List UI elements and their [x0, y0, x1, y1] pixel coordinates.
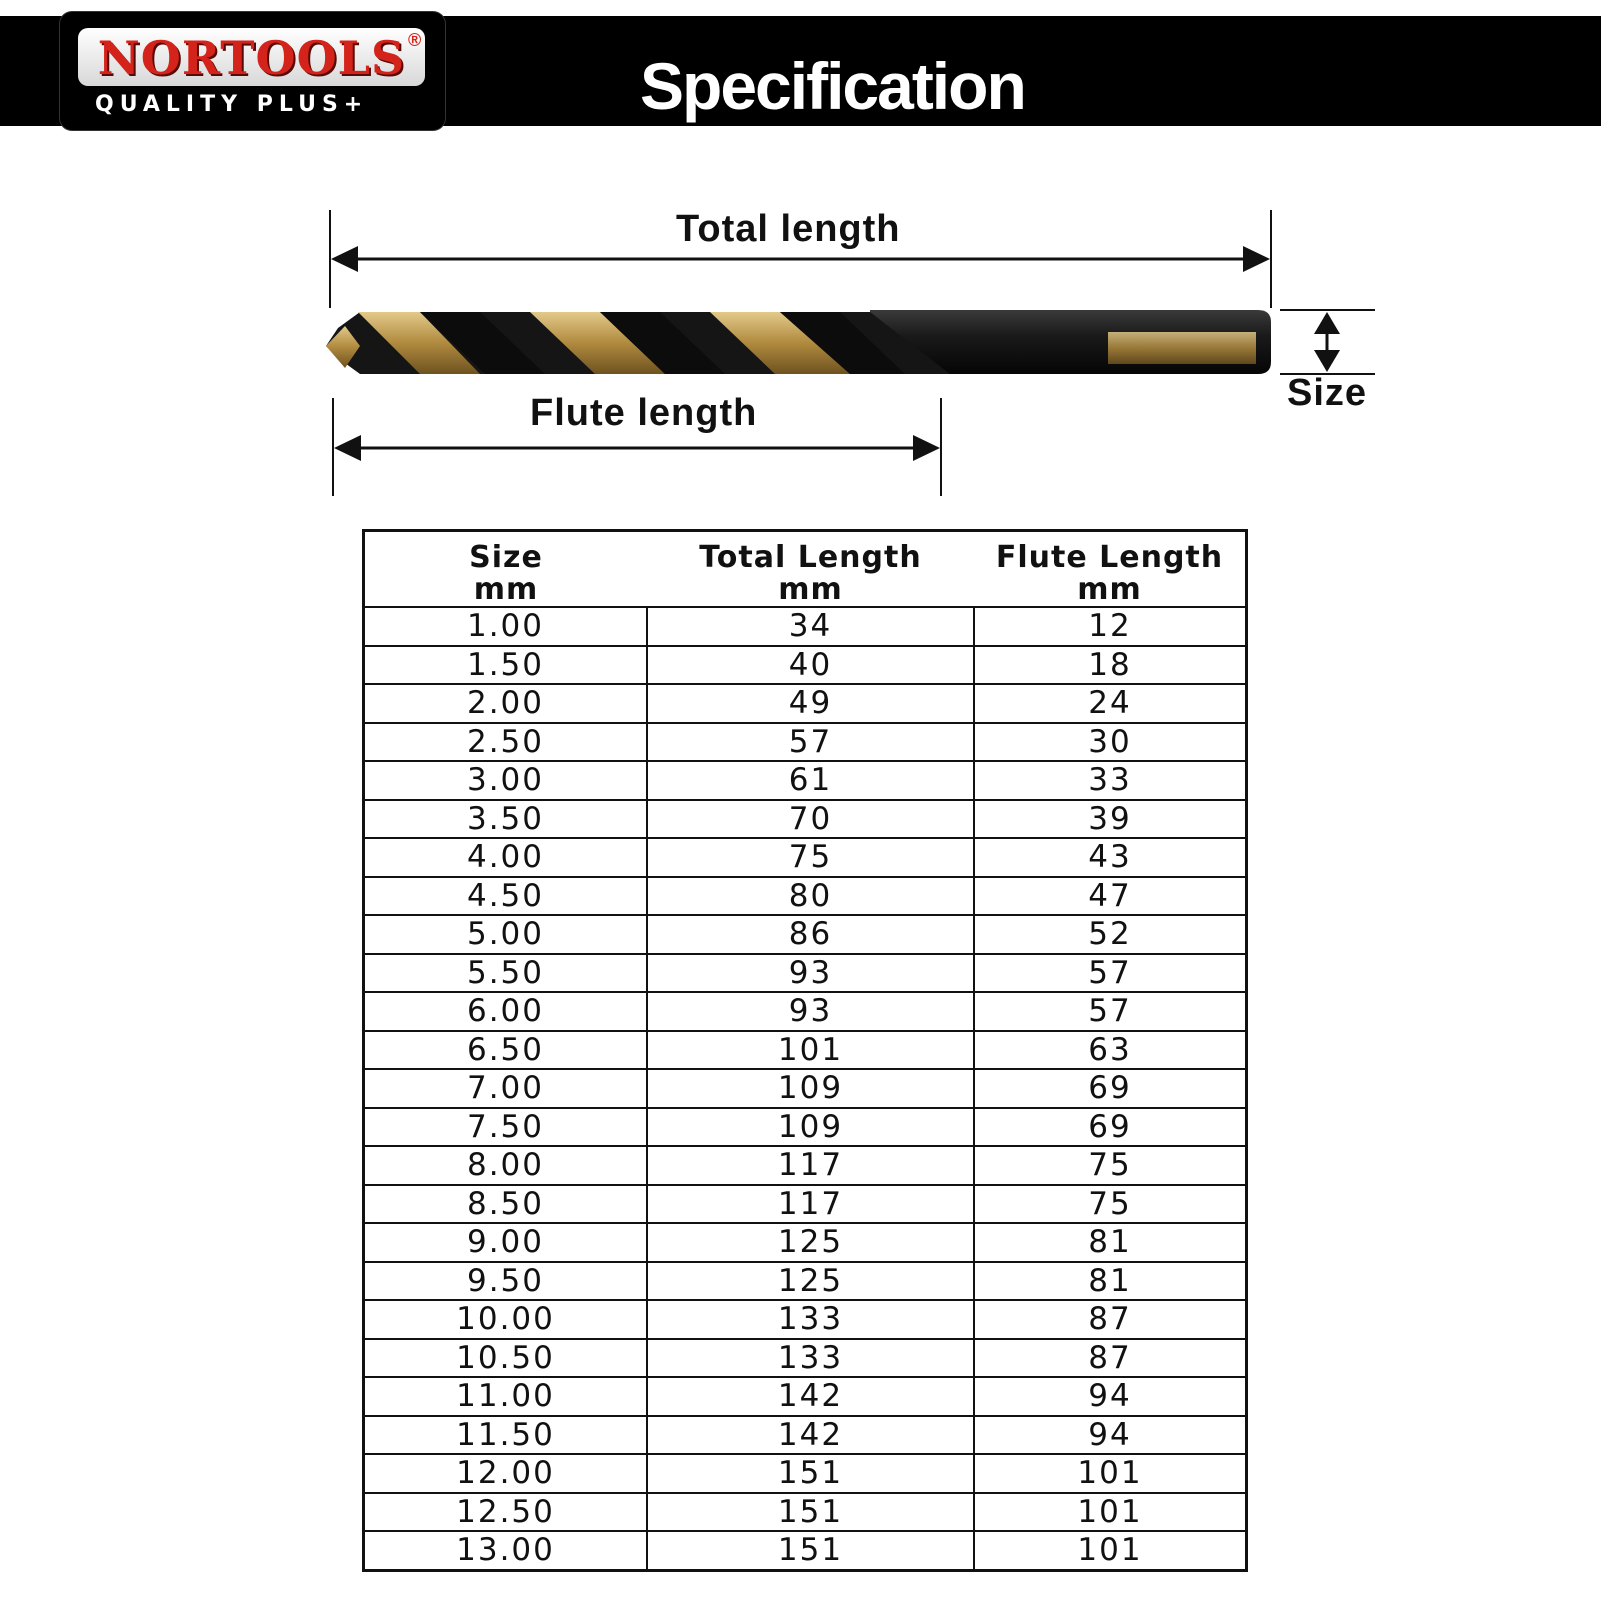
cell-total-length: 49: [647, 684, 974, 723]
table-row: [364, 1493, 1247, 1532]
size-arrowhead-bottom: [1314, 350, 1340, 372]
cell-size: 5.50: [364, 954, 648, 993]
header-size-label: Size: [469, 540, 543, 575]
header-flute-length-label: Flute Length: [995, 540, 1224, 575]
table-row: [364, 1454, 1247, 1493]
cell-total-length: 133: [647, 1300, 974, 1339]
header-flute-length: [974, 531, 1247, 608]
cell-size: 12.50: [364, 1493, 648, 1532]
cell-flute-length: 33: [974, 761, 1247, 800]
flute-length-arrowhead-right: [913, 435, 940, 461]
cell-size: 6.00: [364, 992, 648, 1031]
cell-flute-length: 47: [974, 877, 1247, 916]
cell-total-length: 61: [647, 761, 974, 800]
cell-total-length: 57: [647, 723, 974, 762]
cell-total-length: 80: [647, 877, 974, 916]
table-row: [364, 607, 1247, 646]
cell-total-length: 117: [647, 1185, 974, 1224]
cell-total-length: 86: [647, 915, 974, 954]
cell-flute-length: 101: [974, 1531, 1247, 1570]
table-row: [364, 915, 1247, 954]
cell-total-length: 151: [647, 1454, 974, 1493]
table-row: [364, 1185, 1247, 1224]
cell-size: 8.00: [364, 1146, 648, 1185]
cell-flute-length: 57: [974, 992, 1247, 1031]
table-row: [364, 1069, 1247, 1108]
cell-total-length: 40: [647, 646, 974, 685]
header-total-length-unit: mm: [778, 572, 843, 607]
cell-size: 11.50: [364, 1416, 648, 1455]
size-arrowhead-top: [1314, 312, 1340, 334]
cell-flute-length: 43: [974, 838, 1247, 877]
logo-plate: [78, 28, 425, 86]
table-row: [364, 1031, 1247, 1070]
cell-total-length: 151: [647, 1493, 974, 1532]
cell-total-length: 70: [647, 800, 974, 839]
cell-size: 4.50: [364, 877, 648, 916]
cell-flute-length: 81: [974, 1262, 1247, 1301]
cell-total-length: 93: [647, 992, 974, 1031]
header-flute-length-unit: mm: [1077, 572, 1142, 607]
cell-total-length: 75: [647, 838, 974, 877]
cell-total-length: 109: [647, 1069, 974, 1108]
total-length-label: Total length: [676, 208, 901, 250]
cell-total-length: 93: [647, 954, 974, 993]
table-row: [364, 1262, 1247, 1301]
cell-flute-length: 57: [974, 954, 1247, 993]
cell-flute-length: 69: [974, 1108, 1247, 1147]
table-row: [364, 1531, 1247, 1570]
table-row: [364, 838, 1247, 877]
cell-size: 5.00: [364, 915, 648, 954]
cell-flute-length: 39: [974, 800, 1247, 839]
cell-flute-length: 75: [974, 1185, 1247, 1224]
cell-size: 10.50: [364, 1339, 648, 1378]
cell-size: 2.50: [364, 723, 648, 762]
cell-size: 3.00: [364, 761, 648, 800]
header-total-length-label: Total Length: [699, 540, 922, 575]
cell-flute-length: 24: [974, 684, 1247, 723]
flute-length-label: Flute length: [530, 392, 758, 434]
table-row: [364, 761, 1247, 800]
table-row: [364, 646, 1247, 685]
brand-logo: [60, 12, 445, 130]
table-row: [364, 1416, 1247, 1455]
drill-dimension-diagram: [0, 200, 1601, 500]
flute-length-arrowhead-left: [334, 435, 361, 461]
cell-flute-length: 18: [974, 646, 1247, 685]
table-row: [364, 1377, 1247, 1416]
cell-flute-length: 81: [974, 1223, 1247, 1262]
drill-bit-icon: [326, 310, 1271, 374]
cell-flute-length: 69: [974, 1069, 1247, 1108]
cell-size: 11.00: [364, 1377, 648, 1416]
size-label: Size: [1287, 372, 1368, 414]
cell-flute-length: 101: [974, 1493, 1247, 1532]
cell-total-length: 125: [647, 1262, 974, 1301]
cell-total-length: 109: [647, 1108, 974, 1147]
total-length-arrowhead-left: [331, 246, 358, 272]
logo-tagline: QUALITY PLUS+: [95, 92, 369, 117]
cell-size: 4.00: [364, 838, 648, 877]
total-length-arrowhead-right: [1243, 246, 1270, 272]
cell-size: 3.50: [364, 800, 648, 839]
cell-total-length: 142: [647, 1416, 974, 1455]
cell-size: 7.00: [364, 1069, 648, 1108]
table-row: [364, 1146, 1247, 1185]
cell-size: 2.00: [364, 684, 648, 723]
table-row: [364, 723, 1247, 762]
table-row: [364, 800, 1247, 839]
table-row: [364, 1108, 1247, 1147]
table-row: [364, 992, 1247, 1031]
table-row: [364, 684, 1247, 723]
cell-size: 9.50: [364, 1262, 648, 1301]
table-row: [364, 954, 1247, 993]
cell-total-length: 142: [647, 1377, 974, 1416]
logo-wordmark: NORTOOLS: [97, 31, 406, 85]
cell-flute-length: 63: [974, 1031, 1247, 1070]
header-size: [364, 531, 648, 608]
cell-size: 1.50: [364, 646, 648, 685]
cell-size: 1.00: [364, 607, 648, 646]
cell-flute-length: 101: [974, 1454, 1247, 1493]
cell-size: 13.00: [364, 1531, 648, 1570]
cell-size: 8.50: [364, 1185, 648, 1224]
header-size-unit: mm: [473, 572, 539, 607]
header-total-length: [647, 531, 974, 608]
specification-table: [362, 529, 1248, 1572]
page-title: Specification: [640, 49, 1025, 123]
cell-flute-length: 87: [974, 1339, 1247, 1378]
cell-size: 7.50: [364, 1108, 648, 1147]
cell-flute-length: 94: [974, 1416, 1247, 1455]
cell-size: 9.00: [364, 1223, 648, 1262]
cell-total-length: 151: [647, 1531, 974, 1570]
cell-size: 12.00: [364, 1454, 648, 1493]
cell-size: 10.00: [364, 1300, 648, 1339]
cell-flute-length: 12: [974, 607, 1247, 646]
table-row: [364, 1223, 1247, 1262]
cell-flute-length: 94: [974, 1377, 1247, 1416]
cell-size: 6.50: [364, 1031, 648, 1070]
table-row: [364, 1300, 1247, 1339]
cell-total-length: 125: [647, 1223, 974, 1262]
cell-total-length: 34: [647, 607, 974, 646]
cell-total-length: 133: [647, 1339, 974, 1378]
table-header-row: [364, 531, 1247, 608]
registered-mark: ®: [408, 30, 422, 50]
cell-flute-length: 87: [974, 1300, 1247, 1339]
cell-flute-length: 30: [974, 723, 1247, 762]
table-row: [364, 1339, 1247, 1378]
cell-total-length: 117: [647, 1146, 974, 1185]
cell-flute-length: 52: [974, 915, 1247, 954]
cell-total-length: 101: [647, 1031, 974, 1070]
cell-flute-length: 75: [974, 1146, 1247, 1185]
table-row: [364, 877, 1247, 916]
table-body: [364, 607, 1247, 1570]
